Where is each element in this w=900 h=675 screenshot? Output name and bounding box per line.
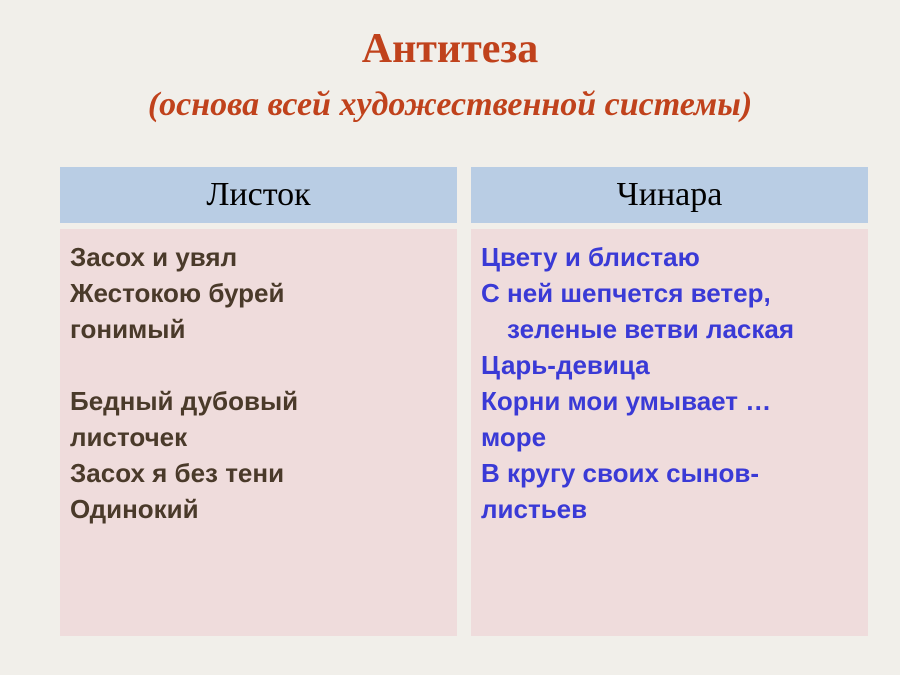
left-line: Засох и увял: [70, 242, 238, 272]
right-line: В кругу своих сынов-: [481, 458, 760, 488]
left-blank-line: [60, 347, 457, 383]
right-line: зеленые ветви лаская: [507, 314, 795, 344]
column-body-chinara: [471, 229, 868, 636]
slide-title: Антитеза: [361, 26, 539, 72]
right-line: Корни мои умывает …: [481, 386, 772, 416]
right-line: листьев: [481, 494, 588, 524]
left-line: Жестокою бурей: [70, 278, 285, 308]
right-line: С ней шепчется ветер,: [481, 278, 771, 308]
right-line: море: [481, 422, 547, 452]
left-line: Одинокий: [70, 494, 199, 524]
left-line: листочек: [70, 422, 188, 452]
column-body-listok: [60, 229, 457, 636]
right-line: Цвету и блистаю: [481, 242, 700, 272]
column-header-listok: Листок: [60, 167, 457, 223]
left-line: Бедный дубовый: [70, 386, 299, 416]
slide-subtitle: (основа всей художественной системы): [147, 86, 753, 123]
right-line: Царь-девица: [481, 350, 650, 380]
left-line: гонимый: [70, 314, 186, 344]
left-line: Засох я без тени: [70, 458, 285, 488]
column-header-chinara: Чинара: [471, 167, 868, 223]
